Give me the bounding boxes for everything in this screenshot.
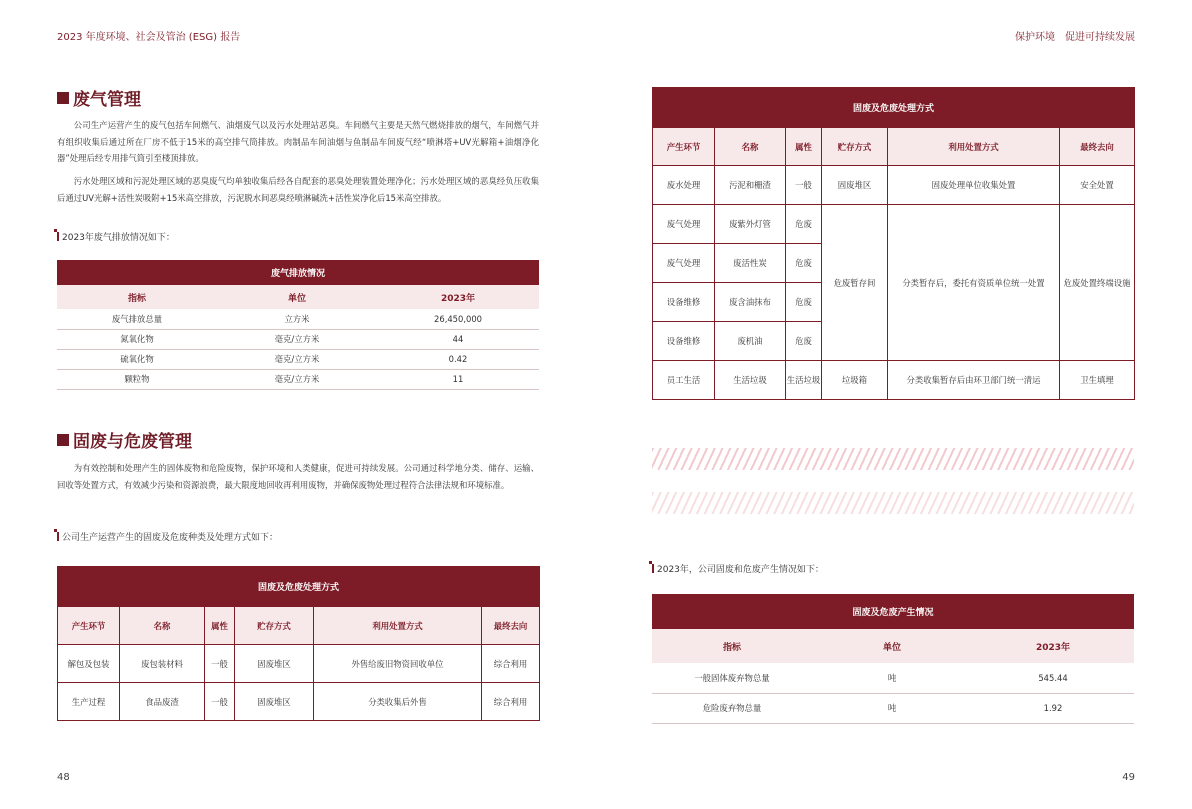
- table-cell: 解包及包装: [58, 645, 120, 683]
- table-row: [57, 309, 539, 329]
- table-cell: 11: [377, 369, 539, 389]
- table-cell: 危废: [786, 244, 822, 283]
- report-title-header: 2023 年度环境、社会及管治 (ESG) 报告: [57, 32, 241, 43]
- table-row: [58, 645, 540, 683]
- waste-gas-caption-text: 2023年废气排放情况如下：: [62, 233, 175, 243]
- table-cell: 生产过程: [58, 683, 120, 721]
- page-number-left: 48: [57, 772, 70, 783]
- col-header: 产生环节: [653, 128, 715, 166]
- table-row: [653, 361, 1135, 400]
- waste-gas-table: [57, 260, 539, 390]
- col-header: 贮存方式: [822, 128, 888, 166]
- heading-square-icon: [57, 434, 69, 446]
- table-cell: 卫生填埋: [1060, 361, 1135, 400]
- col-header: 属性: [205, 607, 235, 645]
- table-cell: 安全处置: [1060, 166, 1135, 205]
- col-header: 最终去向: [482, 607, 540, 645]
- table-cell: 危废: [786, 205, 822, 244]
- table-cell: 吨: [812, 663, 972, 693]
- table-row: [653, 205, 1135, 244]
- solid-waste-table-right-title: 固废及危废处理方式: [653, 88, 1135, 128]
- table-cell-merged: 分类暂存后，委托有资质单位统一处置: [888, 205, 1060, 361]
- col-header: 2023年: [377, 285, 539, 309]
- table-cell: 545.44: [972, 663, 1134, 693]
- waste-gas-heading: [57, 85, 141, 110]
- table-cell: 固废处理单位收集处置: [888, 166, 1060, 205]
- table-row: [57, 369, 539, 389]
- table-row: [653, 166, 1135, 205]
- col-header: 贮存方式: [235, 607, 314, 645]
- table-cell: 分类收集暂存后由环卫部门统一清运: [888, 361, 1060, 400]
- table-row: [652, 663, 1134, 693]
- table-cell: 一般: [205, 645, 235, 683]
- table-cell: 综合利用: [482, 645, 540, 683]
- table-cell: 毫克/立方米: [217, 329, 377, 349]
- waste-gas-title-text: 废气管理: [73, 90, 141, 110]
- table-cell: 分类收集后外售: [314, 683, 482, 721]
- solid-waste-caption-text: 公司生产运营产生的固废及危废种类及处理方式如下：: [62, 533, 279, 543]
- table-cell: 硫氧化物: [57, 349, 217, 369]
- col-header: 利用处置方式: [888, 128, 1060, 166]
- table-cell: 食品废渣: [120, 683, 205, 721]
- solid-waste-caption: [57, 530, 278, 543]
- table-cell: 废水处理: [653, 166, 715, 205]
- table-cell: 固废堆区: [235, 645, 314, 683]
- table-row: [57, 349, 539, 369]
- solid-waste-summary-caption-text: 2023年，公司固废和危废产生情况如下：: [657, 565, 824, 575]
- solid-waste-summary-caption: [652, 562, 824, 575]
- solid-waste-title-text: 固废与危废管理: [73, 432, 192, 452]
- waste-gas-caption: [57, 230, 175, 243]
- table-cell: 废包装材料: [120, 645, 205, 683]
- table-cell: 危废: [786, 322, 822, 361]
- table-row: [652, 693, 1134, 723]
- waste-gas-paragraph-1: 公司生产运营产生的废气包括车间燃气、油烟废气以及污水处理站恶臭。车间燃气主要是天然气燃烧排放的烟气，车间燃气并有组织收集后通过所在厂房不低于15米的高空排气筒排放。肉制品车间油烟与鱼制品车间废气经“喷淋塔+UV光解箱+油烟净化器”处理后经专用排气筒引至楼顶排放。: [57, 120, 539, 163]
- col-header: 利用处置方式: [314, 607, 482, 645]
- caption-marker-icon: [652, 564, 654, 573]
- table-cell: 外售给废旧物资回收单位: [314, 645, 482, 683]
- solid-waste-summary-table: [652, 594, 1134, 724]
- decorative-stripes-top: [652, 448, 1134, 470]
- col-header: 单位: [217, 285, 377, 309]
- table-cell: 吨: [812, 693, 972, 723]
- solid-waste-table-left: [57, 566, 540, 721]
- table-cell: 毫克/立方米: [217, 349, 377, 369]
- waste-gas-paragraph-2: 污水处理区域和污泥处理区域的恶臭废气均单独收集后经各自配套的恶臭处理装置处理净化；污水处理区域的恶臭经负压收集后通过UV光解+活性炭吸附+15米高空排放，污泥脱水间恶臭经喷淋碱洗+活性炭净化后15米高空排放。: [57, 176, 539, 203]
- table-cell: 危险废弃物总量: [652, 693, 812, 723]
- table-row: [57, 329, 539, 349]
- caption-marker-icon: [57, 532, 59, 541]
- solid-waste-table-title: 固废及危废处理方式: [58, 567, 540, 607]
- col-header: 2023年: [972, 629, 1134, 663]
- table-cell: 设备维修: [653, 283, 715, 322]
- table-cell: 综合利用: [482, 683, 540, 721]
- table-cell: 生活垃圾: [786, 361, 822, 400]
- table-cell: 生活垃圾: [715, 361, 786, 400]
- col-header: 属性: [786, 128, 822, 166]
- col-header: 指标: [57, 285, 217, 309]
- table-cell: 废活性炭: [715, 244, 786, 283]
- summary-table-title: 固废及危废产生情况: [652, 594, 1134, 629]
- table-cell: 员工生活: [653, 361, 715, 400]
- table-cell-merged: 危废暂存间: [822, 205, 888, 361]
- table-cell: 垃圾箱: [822, 361, 888, 400]
- solid-waste-table-right: [652, 87, 1135, 400]
- table-cell: 固废堆区: [235, 683, 314, 721]
- decorative-stripes-bottom: [652, 492, 1134, 514]
- table-row: [58, 683, 540, 721]
- table-cell: 废紫外灯管: [715, 205, 786, 244]
- caption-marker-icon: [57, 232, 59, 241]
- chapter-title-header: 保护环境 促进可持续发展: [1015, 32, 1135, 43]
- table-cell-merged: 危废处置终端设施: [1060, 205, 1135, 361]
- table-cell: 废气排放总量: [57, 309, 217, 329]
- waste-gas-table-title: 废气排放情况: [57, 260, 539, 285]
- col-header: 单位: [812, 629, 972, 663]
- col-header: 指标: [652, 629, 812, 663]
- table-cell: 立方米: [217, 309, 377, 329]
- table-cell: 1.92: [972, 693, 1134, 723]
- table-cell: 废气处理: [653, 205, 715, 244]
- table-cell: 26,450,000: [377, 309, 539, 329]
- table-cell: 颗粒物: [57, 369, 217, 389]
- heading-square-icon: [57, 92, 69, 104]
- table-cell: 44: [377, 329, 539, 349]
- table-cell: 废气处理: [653, 244, 715, 283]
- table-cell: 废含油抹布: [715, 283, 786, 322]
- table-cell: 设备维修: [653, 322, 715, 361]
- table-cell: 污泥和栅渣: [715, 166, 786, 205]
- table-cell: 毫克/立方米: [217, 369, 377, 389]
- col-header: 名称: [715, 128, 786, 166]
- solid-waste-paragraph: 为有效控制和处理产生的固体废物和危险废物，保护环境和人类健康，促进可持续发展。公司通过科学地分类、储存、运输、回收等处置方式，有效减少污染和资源浪费，最大限度地回收再利用废物，并确保废物处理过程符合法律法规和环境标准。: [57, 463, 539, 490]
- col-header: 最终去向: [1060, 128, 1135, 166]
- table-cell: 一般: [786, 166, 822, 205]
- col-header: 名称: [120, 607, 205, 645]
- table-cell: 固废堆区: [822, 166, 888, 205]
- table-cell: 一般: [205, 683, 235, 721]
- col-header: 产生环节: [58, 607, 120, 645]
- table-cell: 氮氧化物: [57, 329, 217, 349]
- table-cell: 危废: [786, 283, 822, 322]
- table-cell: 0.42: [377, 349, 539, 369]
- table-cell: 废机油: [715, 322, 786, 361]
- page-number-right: 49: [1122, 772, 1135, 783]
- solid-waste-heading: [57, 427, 192, 452]
- table-cell: 一般固体废弃物总量: [652, 663, 812, 693]
